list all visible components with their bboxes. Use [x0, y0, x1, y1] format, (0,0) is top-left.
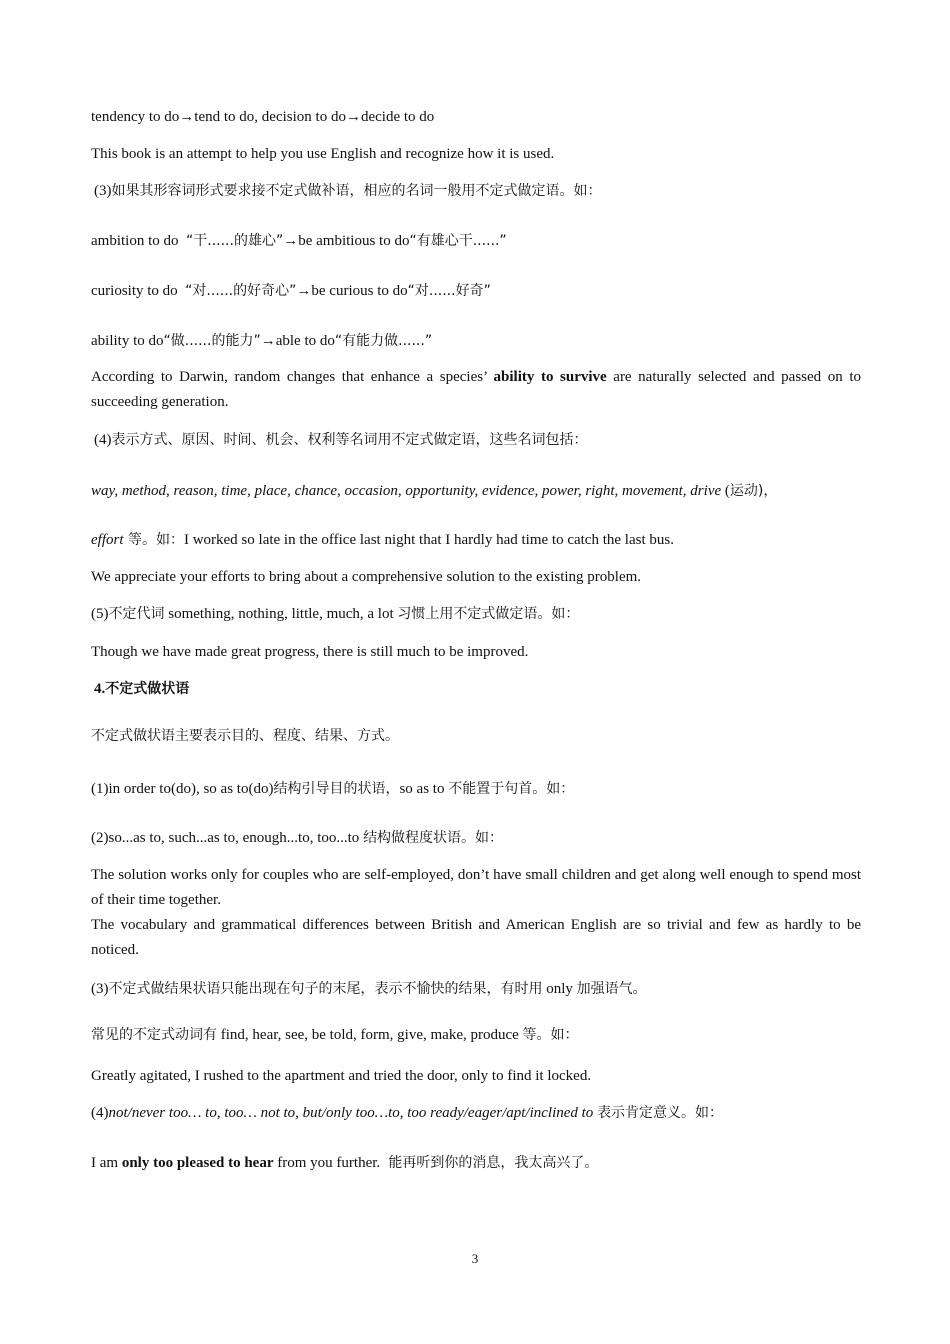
- example-ambition: ambition to do “干......的雄心”→be ambitious to do“有雄心干......”: [91, 233, 507, 249]
- example-sentence: We appreciate your efforts to bring about a comprehensive solution to the existing problem.: [91, 569, 642, 585]
- example-curiosity: curiosity to do “对......的好奇心”→be curious to do“对......好奇”: [91, 283, 491, 299]
- page-number: 3: [471, 1251, 479, 1266]
- example-ability: ability to do“做......的能力”→able to do“有能力做......”: [91, 333, 433, 349]
- text-line: tendency to do→tend to do, decision to do→decide to do: [91, 109, 435, 125]
- rule-3-result: (3)不定式做结果状语只能出现在句子的末尾，表示不愉快的结果，有时用 only 加强语气。: [91, 981, 647, 997]
- section-intro: 不定式做状语主要表示目的、程度、结果、方式。: [91, 728, 399, 744]
- example-sentence: Though we have made great progress, there is still much to be improved.: [91, 644, 529, 660]
- rule-2-degree: (2)so...as to, such...as to, enough...to, too...to 结构做程度状语。如：: [91, 830, 504, 846]
- example-vocabulary: The vocabulary and grammatical differences between British and American English are so trivial and few as hardly to be noticed.: [91, 917, 861, 958]
- example-sentence: This book is an attempt to help you use English and recognize how it is used.: [91, 146, 555, 162]
- section-4-heading: 4.不定式做状语: [94, 681, 190, 697]
- noun-list: way, method, reason, time, place, chance, occasion, opportunity, evidence, power, right, movement, drive (运动)，: [91, 483, 778, 499]
- rule-4-affirmative: (4)not/never too… to, too… not to, but/only too…to, too ready/eager/apt/inclined to 表示肯定意义。如：: [91, 1105, 724, 1121]
- rule-4-heading: (4)表示方式、原因、时间、机会、权利等名词用不定式做定语，这些名词包括：: [94, 432, 588, 448]
- example-pleased: I am only too pleased to hear from you further. 能再听到你的消息，我太高兴了。: [91, 1155, 599, 1171]
- rule-5-heading: (5)不定代词 something, nothing, little, much, a lot 习惯上用不定式做定语。如：: [91, 606, 580, 622]
- rule-3-heading: (3)如果其形容词形式要求接不定式做补语，相应的名词一般用不定式做定语。如：: [94, 183, 602, 199]
- example-effort: effort 等。如：I worked so late in the office last night that I hardly had time to catch the last bus.: [91, 532, 674, 548]
- rule-1-purpose: (1)in order to(do), so as to(do)结构引导目的状语，so as to 不能置于句首。如：: [91, 781, 575, 797]
- example-sentence: Greatly agitated, I rushed to the apartment and tried the door, only to find it locked.: [91, 1068, 592, 1084]
- example-solution: The solution works only for couples who are self-employed, don’t have small children and get along well enough to spend most of their time together.: [91, 867, 861, 908]
- example-darwin: According to Darwin, random changes that enhance a species’ ability to survive are naturally selected and passed on to succeeding generation.: [91, 369, 861, 410]
- common-verbs: 常见的不定式动词有 find, hear, see, be told, form, give, make, produce 等。如：: [91, 1027, 579, 1043]
